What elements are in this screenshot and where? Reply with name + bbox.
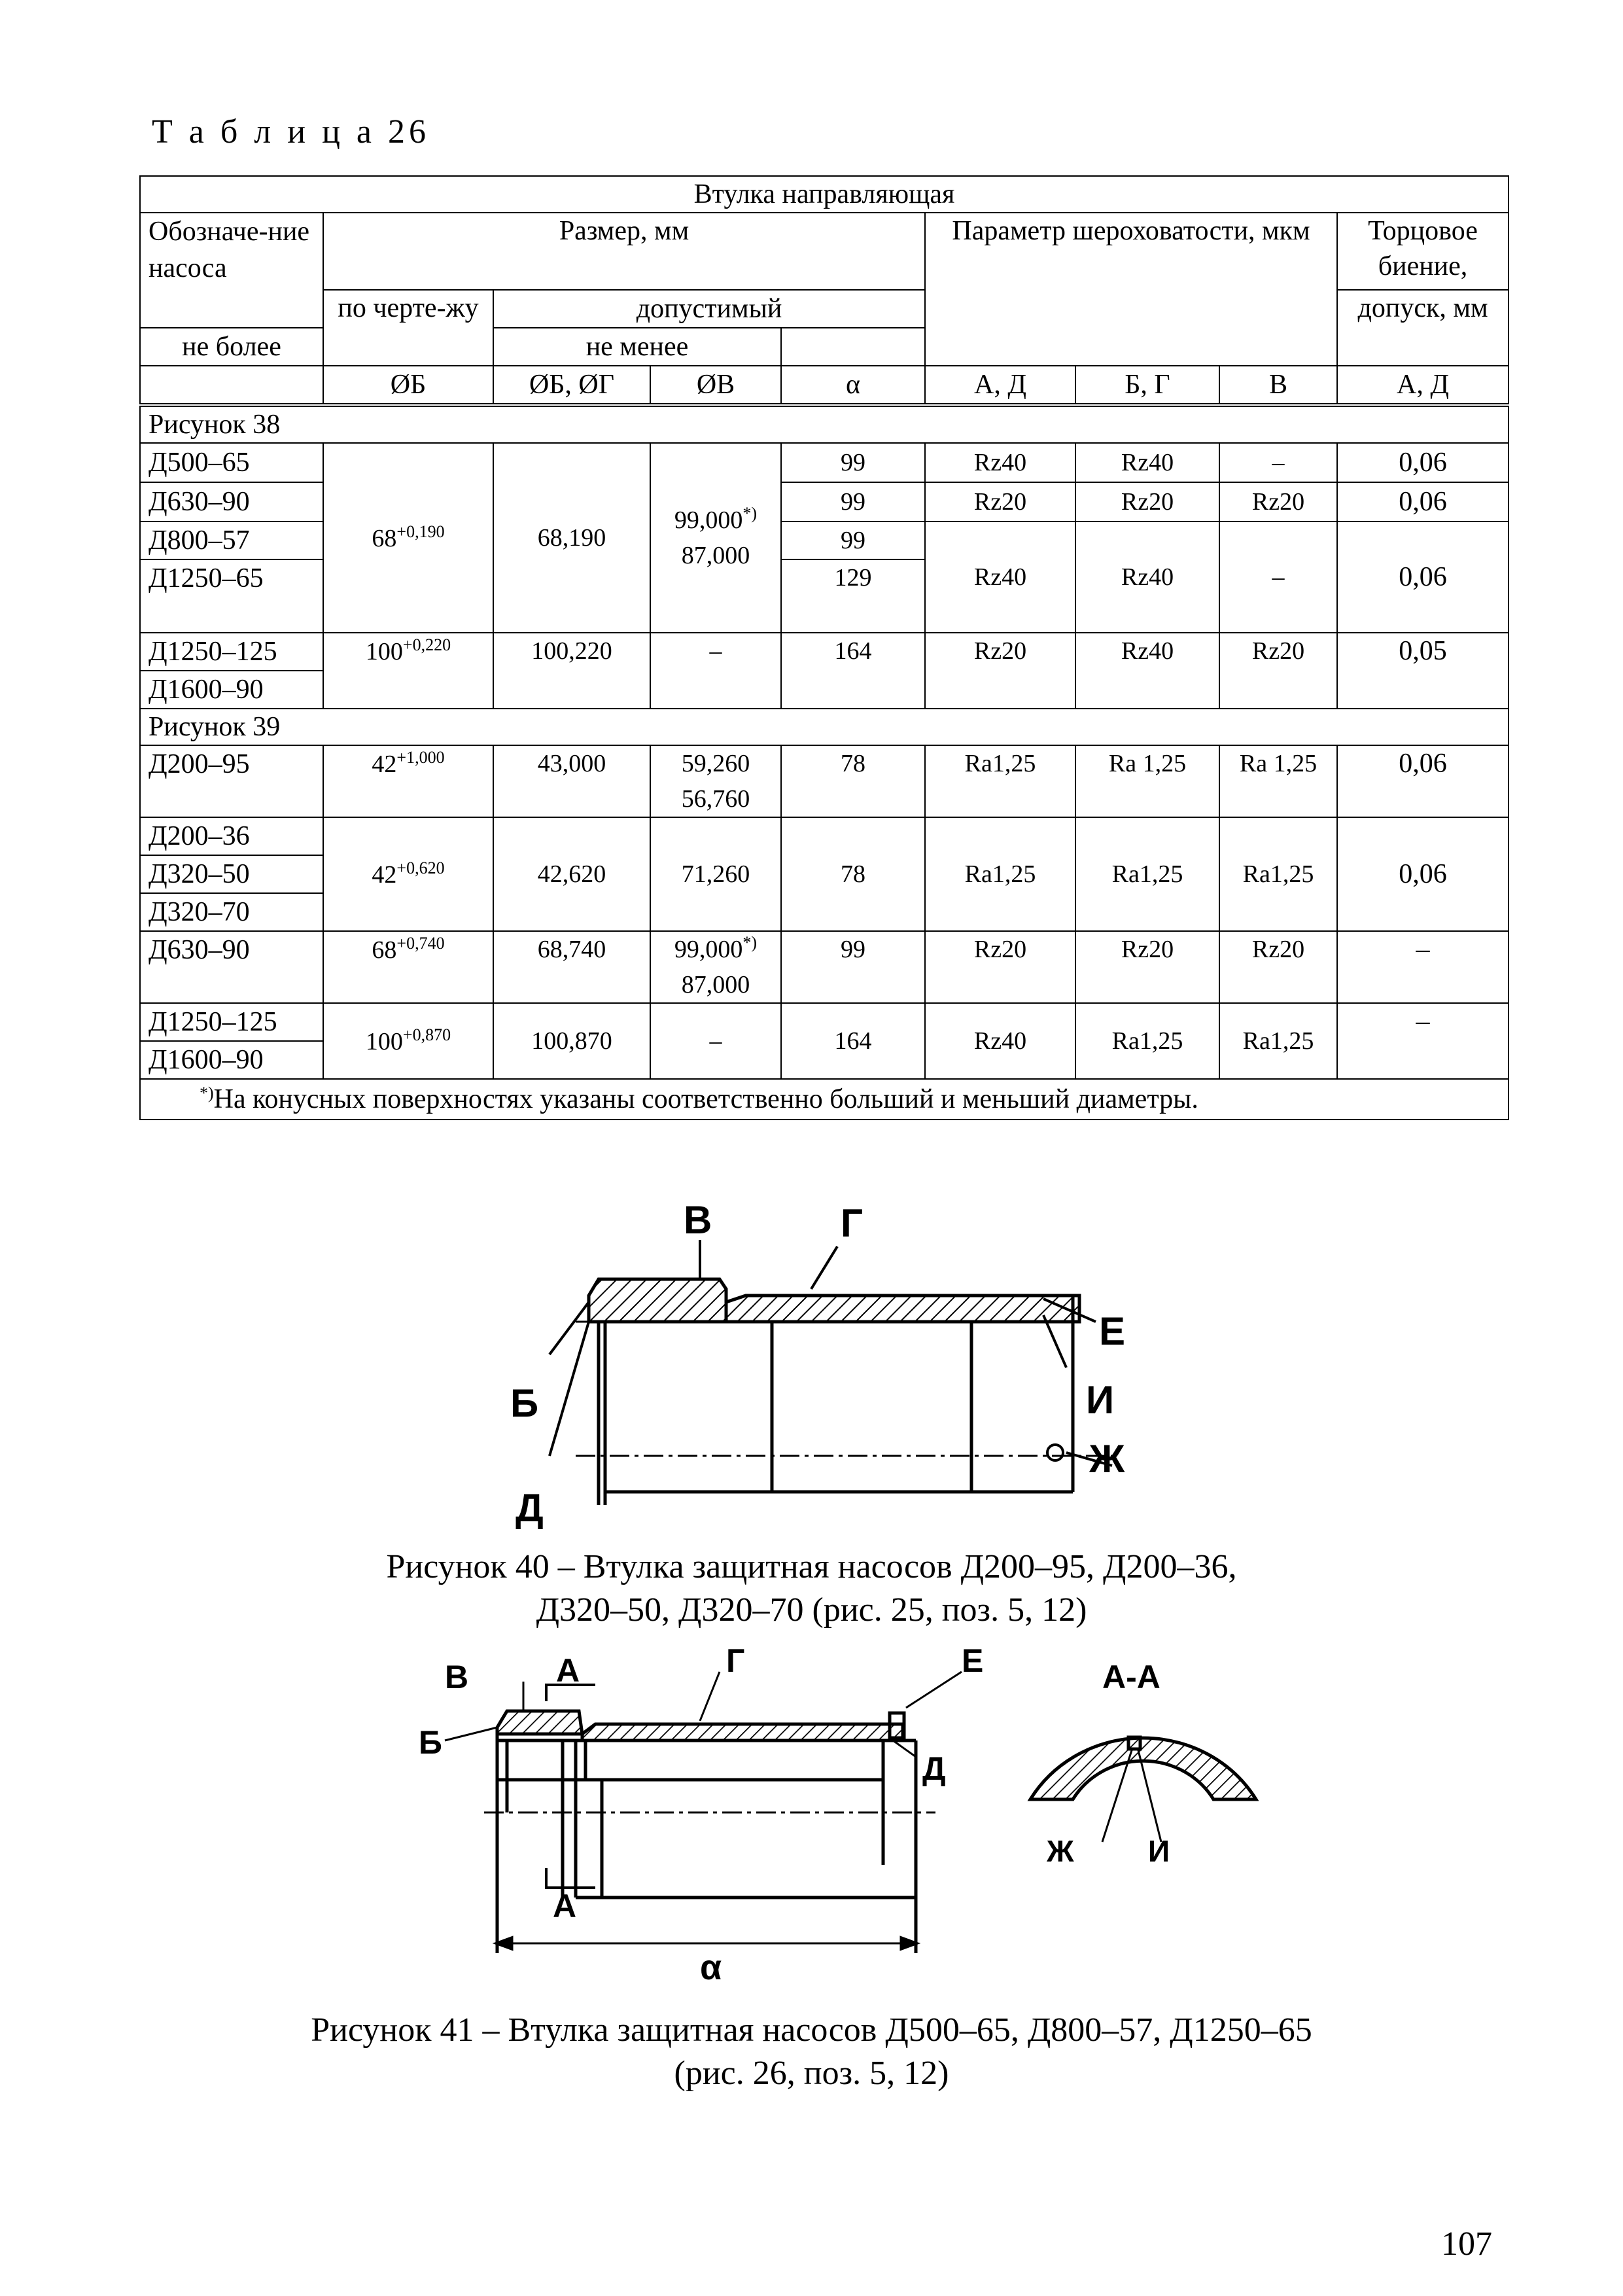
runout-tolerance: 0,05 — [1337, 633, 1509, 709]
header-runout-tolerance: допуск, мм — [1337, 290, 1509, 366]
figure-41-caption-line-2: (рис. 26, поз. 5, 12) — [674, 2055, 949, 2092]
rough-v: Rz20 — [1219, 633, 1337, 709]
db-max: 100,870 — [493, 1003, 650, 1079]
pump-name: Д1600–90 — [140, 1041, 323, 1079]
bushing-table — [139, 175, 1509, 1120]
db-max: 42,620 — [493, 817, 650, 931]
figure-40-drawing — [484, 1204, 1171, 1531]
col-v: В — [1219, 366, 1337, 405]
db-max: 68,740 — [493, 931, 650, 1003]
alpha-value: 99 — [781, 443, 925, 482]
rough-ad: Rz20 — [925, 633, 1075, 709]
rough-v: – — [1219, 443, 1337, 482]
pump-name: Д200–95 — [140, 745, 323, 817]
label-v: В — [445, 1659, 469, 1695]
rough-bg: Rz40 — [1075, 443, 1219, 482]
runout-tolerance: – — [1337, 931, 1509, 1003]
col-bg: Б, Г — [1075, 366, 1219, 405]
label-a-top: А — [556, 1652, 580, 1689]
alpha-value: 129 — [781, 559, 925, 633]
header-size: Размер, мм — [323, 213, 925, 290]
table-row — [140, 931, 1509, 1003]
col-alpha: α — [781, 366, 925, 405]
figure-40-caption-line-2: Д320–50, Д320–70 (рис. 25, поз. 5, 12) — [536, 1591, 1087, 1629]
dv-min: 99,000*) 87,000 — [650, 443, 781, 633]
pump-name: Д800–57 — [140, 521, 323, 559]
rough-v: Ra 1,25 — [1219, 745, 1337, 817]
col-ad-runout: А, Д — [1337, 366, 1509, 405]
dv-min: 99,000*) 87,000 — [650, 931, 781, 1003]
header-allowed: допустимый — [493, 290, 925, 328]
alpha-value: 164 — [781, 1003, 925, 1079]
rough-bg: Ra 1,25 — [1075, 745, 1219, 817]
header-not-less: не менее — [493, 328, 781, 366]
pump-name: Д320–70 — [140, 893, 323, 931]
rough-v: Rz20 — [1219, 931, 1337, 1003]
rough-ad: Ra1,25 — [925, 817, 1075, 931]
col-db: ØБ — [323, 366, 493, 405]
figure-41-drawing — [419, 1642, 1282, 1996]
label-g: Г — [726, 1642, 745, 1679]
pump-name: Д630–90 — [140, 931, 323, 1003]
rough-bg: Rz40 — [1075, 521, 1219, 633]
db-max: 68,190 — [493, 443, 650, 633]
alpha-value: 164 — [781, 633, 925, 709]
db-nominal: $42^{+1,000}$ — [323, 745, 493, 817]
rough-v: Ra1,25 — [1219, 1003, 1337, 1079]
header-roughness: Параметр шероховатости, мкм — [925, 213, 1337, 366]
rough-v: Rz20 — [1219, 482, 1337, 521]
dv-min: 59,260 56,760 — [650, 745, 781, 817]
rough-bg: Rz20 — [1075, 931, 1219, 1003]
col-dv: ØВ — [650, 366, 781, 405]
table-caption: Втулка направляющая — [140, 176, 1509, 213]
label-a-bottom: А — [553, 1888, 577, 1924]
label-alpha: α — [700, 1948, 722, 1987]
pump-name: Д320–50 — [140, 855, 323, 893]
dv-min: – — [650, 633, 781, 709]
runout-tolerance: – — [1337, 1003, 1509, 1079]
alpha-value: 99 — [781, 482, 925, 521]
db-nominal: $42^{+0,620}$ — [323, 817, 493, 931]
pump-name: Д1250–65 — [140, 559, 323, 633]
label-e: Е — [962, 1642, 984, 1679]
runout-tolerance: 0,06 — [1337, 443, 1509, 482]
table-row — [140, 443, 1509, 482]
runout-tolerance: 0,06 — [1337, 482, 1509, 521]
figure-40-caption-line-1: Рисунок 40 – Втулка защитная насосов Д200–95, Д200–36, — [386, 1548, 1237, 1585]
runout-tolerance: 0,06 — [1337, 521, 1509, 633]
header-runout: Торцовое биение, — [1337, 213, 1509, 290]
section-figure-39: Рисунок 39 — [140, 709, 1509, 745]
label-zh: Ж — [1047, 1834, 1074, 1868]
page-number: 107 — [1441, 2225, 1492, 2263]
label-i: И — [1086, 1378, 1115, 1422]
rough-bg: Ra1,25 — [1075, 817, 1219, 931]
db-nominal: $68^{+0,190}$ — [323, 443, 493, 633]
db-nominal: $100^{+0,220}$ — [323, 633, 493, 709]
col-dbg: ØБ, ØГ — [493, 366, 650, 405]
rough-bg: Ra1,25 — [1075, 1003, 1219, 1079]
table-row — [140, 817, 1509, 855]
dv-min: 71,260 — [650, 817, 781, 931]
rough-ad: Rz40 — [925, 443, 1075, 482]
table-row — [140, 633, 1509, 671]
runout-tolerance: 0,06 — [1337, 745, 1509, 817]
label-section-aa: А-А — [1102, 1659, 1161, 1695]
table-footnote: *)На конусных поверхностях указаны соответственно больший и меньший диаметры. — [140, 1079, 1509, 1120]
alpha-value: 99 — [781, 521, 925, 559]
header-by-drawing: по черте-жу — [323, 290, 493, 366]
rough-ad: Rz20 — [925, 482, 1075, 521]
rough-bg: Rz40 — [1075, 633, 1219, 709]
label-zh: Ж — [1089, 1437, 1125, 1481]
table-row — [140, 745, 1509, 817]
label-b: Б — [419, 1724, 442, 1761]
pump-name: Д1250–125 — [140, 633, 323, 671]
rough-ad: Rz40 — [925, 521, 1075, 633]
db-nominal: $68^{+0,740}$ — [323, 931, 493, 1003]
col-ad: А, Д — [925, 366, 1075, 405]
label-g: Г — [841, 1204, 864, 1245]
pump-name: Д630–90 — [140, 482, 323, 521]
header-not-more: не более — [140, 328, 323, 366]
section-figure-38: Рисунок 38 — [140, 405, 1509, 443]
rough-ad: Rz20 — [925, 931, 1075, 1003]
pump-name: Д500–65 — [140, 443, 323, 482]
label-d: Д — [922, 1750, 946, 1787]
alpha-value: 78 — [781, 817, 925, 931]
pump-name: Д200–36 — [140, 817, 323, 855]
pump-name: Д1250–125 — [140, 1003, 323, 1041]
page-title: Т а б л и ц а 26 — [152, 113, 430, 150]
rough-ad: Ra1,25 — [925, 745, 1075, 817]
rough-v: – — [1219, 521, 1337, 633]
runout-tolerance: 0,06 — [1337, 817, 1509, 931]
table-row — [140, 1003, 1509, 1041]
alpha-value: 99 — [781, 931, 925, 1003]
db-max: 100,220 — [493, 633, 650, 709]
label-d: Д — [515, 1486, 544, 1530]
header-blank — [140, 366, 323, 405]
rough-v: Ra1,25 — [1219, 817, 1337, 931]
db-nominal: $100^{+0,870}$ — [323, 1003, 493, 1079]
label-v: В — [684, 1204, 712, 1242]
pump-name: Д1600–90 — [140, 671, 323, 709]
header-designation: Обозначе-ние насоса — [140, 213, 323, 328]
rough-bg: Rz20 — [1075, 482, 1219, 521]
label-i: И — [1148, 1834, 1170, 1868]
alpha-value: 78 — [781, 745, 925, 817]
db-max: 43,000 — [493, 745, 650, 817]
figure-41-caption-line-1: Рисунок 41 – Втулка защитная насосов Д500–65, Д800–57, Д1250–65 — [311, 2011, 1312, 2049]
label-e: Е — [1099, 1309, 1126, 1353]
label-b: Б — [510, 1381, 539, 1425]
dv-min: – — [650, 1003, 781, 1079]
rough-ad: Rz40 — [925, 1003, 1075, 1079]
